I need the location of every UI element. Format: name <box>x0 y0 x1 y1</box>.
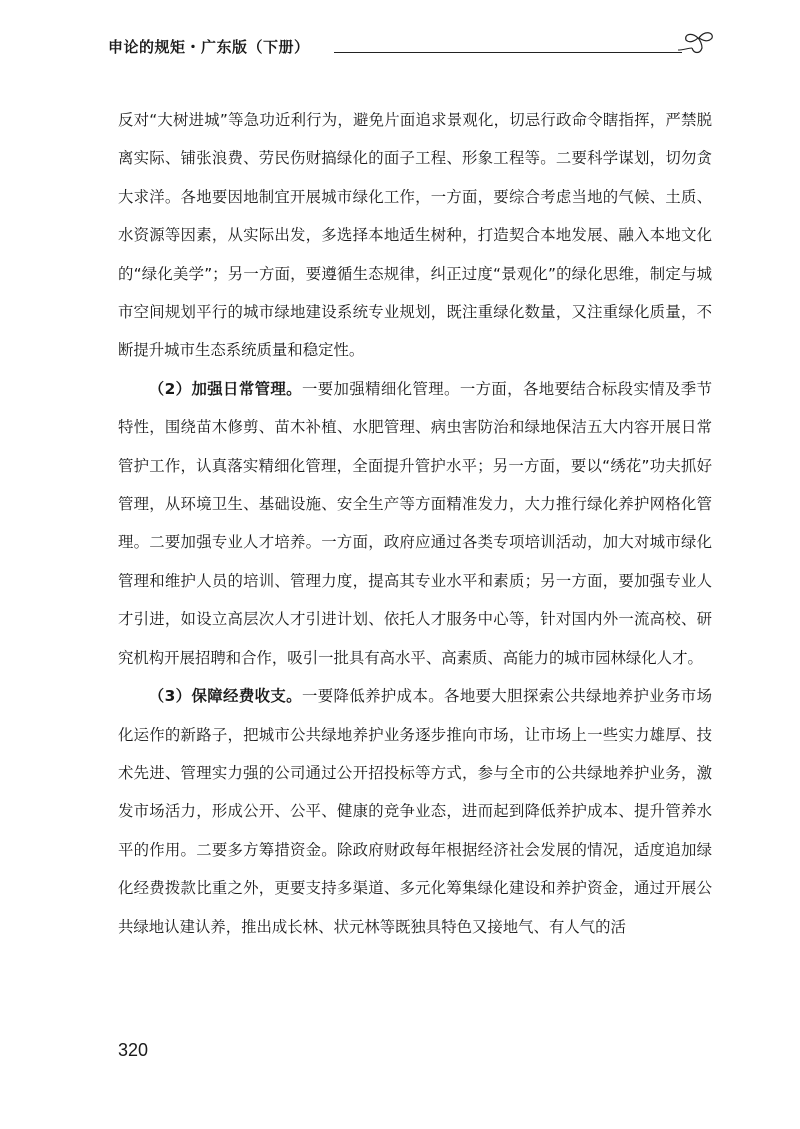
paragraph-heading: （3）保障经费收支。 <box>148 687 302 706</box>
page-number: 320 <box>118 1040 149 1060</box>
paragraph-text: 一要加强精细化管理。一方面，各地要结合标段实情及季节特性，围绕苗木修剪、苗木补植、水肥管理、病虫害防治和绿地保洁五大内容开展日常管护工作，认真落实精细化管理，全面提升管护水平；另一方面，要以“绣花”功夫抓好管理，从环境卫生、基础设施、安全生产等方面精准发力，大力推行绿化养护网格化管理。二要加强专业人才培养。一方面，政府应通过各类专项培训活动，加大对城市绿化管理和维护人员的培训、管理力度，提高其专业水平和素质；另一方面，要加强专业人才引进，如设立高层次人才引进计划、依托人才服务中心等，针对国内外一流高校、研究机构开展招聘和合作，吸引一批具有高水平、高素质、高能力的城市园林绿化人才。 <box>118 379 712 667</box>
sprout-icon <box>674 28 718 58</box>
body-text <box>118 101 712 946</box>
paragraph-text: 反对“大树进城”等急功近利行为，避免片面追求景观化，切忌行政命令瞎指挥，严禁脱离实际、铺张浪费、劳民伤财搞绿化的面子工程、形象工程等。二要科学谋划，切勿贪大求洋。各地要因地制宜开展城市绿化工作，一方面，要综合考虑当地的气候、土质、水资源等因素，从实际出发，多选择本地适生树种，打造契合本地发展、融入本地文化的“绿化美学”；另一方面，要遵循生态规律，纠正过度“景观化”的绿化思维，制定与城市空间规划平行的城市绿地建设系统专业规划，既注重绿化数量，又注重绿化质量，不断提升城市生态系统质量和稳定性。 <box>118 111 712 360</box>
paragraph-text: 一要降低养护成本。各地要大胆探索公共绿地养护业务市场化运作的新路子，把城市公共绿地养护业务逐步推向市场，让市场上一些实力雄厚、技术先进、管理实力强的公司通过公开招投标等方式，参与全市的公共绿地养护业务，激发市场活力，形成公开、公平、健康的竞争业态，进而起到降低养护成本、提升管养水平的作用。二要多方筹措资金。除政府财政每年根据经济社会发展的情况，适度追加绿化经费拨款比重之外，更要支持多渠道、多元化筹集绿化建设和养护资金，通过开展公共绿地认建认养，推出成长林、状元林等既独具特色又接地气、有人气的活 <box>118 687 712 936</box>
paragraph-heading: （2）加强日常管理。 <box>148 379 302 398</box>
paragraph-daily-management <box>118 370 712 677</box>
header-title: 申论的规矩・广东版（下册） <box>108 38 310 56</box>
paragraph-continued <box>118 101 712 370</box>
running-header <box>108 32 712 62</box>
paragraph-funding <box>118 677 712 946</box>
header-rule <box>334 52 682 53</box>
